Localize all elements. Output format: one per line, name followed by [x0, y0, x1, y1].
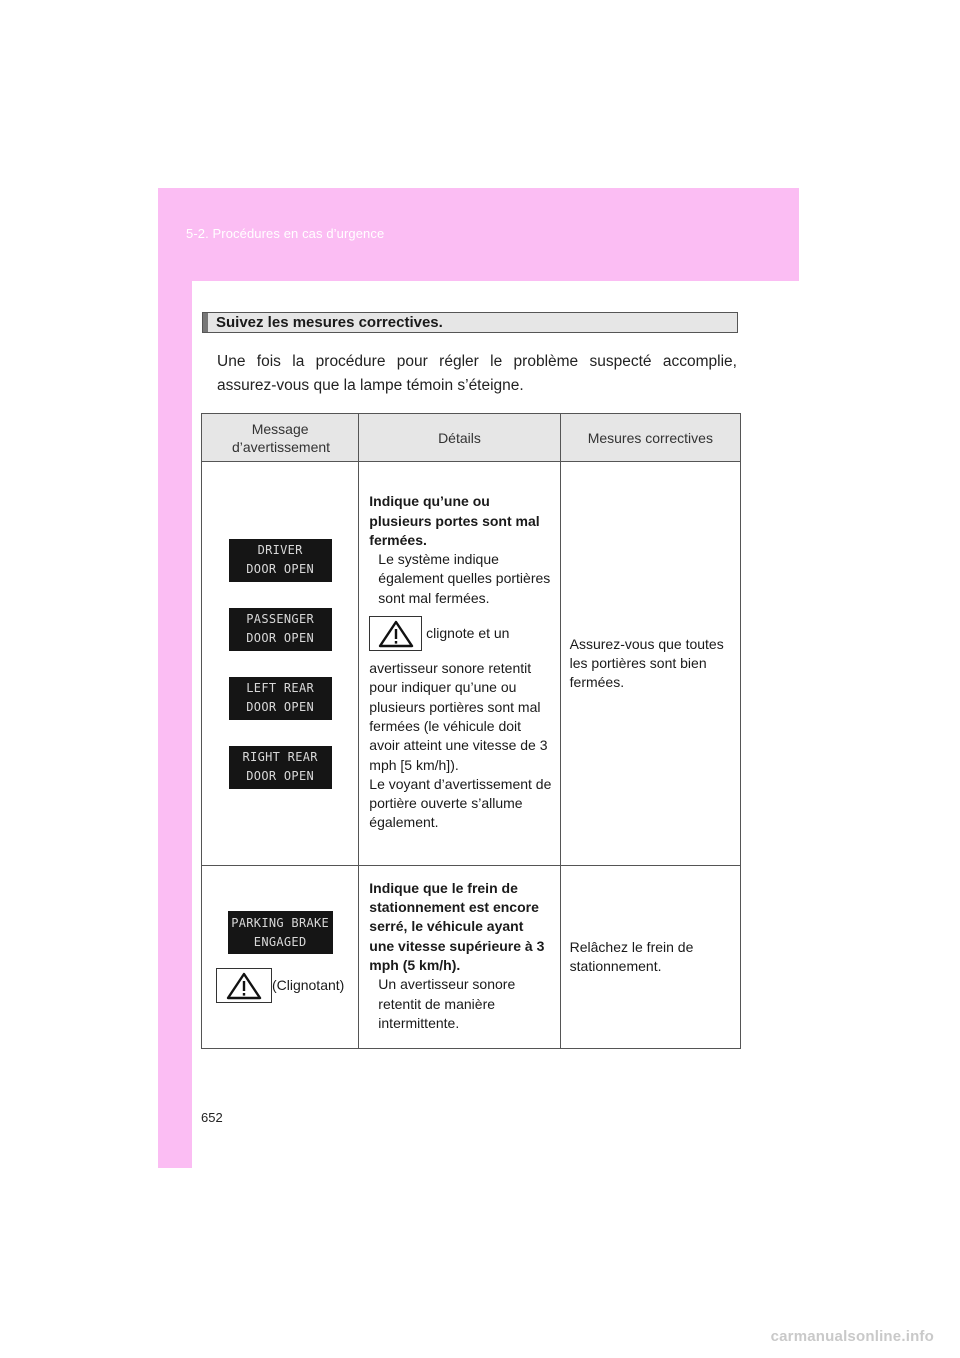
details-text: avertisseur sonore retentit pour indiquer qu’une ou plusieurs portières sont mal fermées (le véhicule doit avoir atteint une vitesse de 3 mph [5 km/h]). — [369, 660, 548, 773]
table-row — [202, 462, 741, 866]
corrective-cell: Assurez-vous que toutes les portières sont bien fermées. — [560, 462, 740, 866]
details-warning-line — [369, 616, 551, 651]
message-cell — [202, 462, 359, 866]
lcd-line: PASSENGER — [246, 612, 314, 626]
lcd-line: DRIVER — [257, 543, 303, 557]
corrective-cell: Relâchez le frein de stationnement. — [560, 866, 740, 1049]
warning-table — [201, 413, 741, 1049]
lcd-line: DOOR OPEN — [246, 631, 314, 645]
footer-watermark: carmanualsonline.info — [770, 1328, 934, 1345]
procedure-heading — [202, 312, 738, 333]
blink-label: (Clignotant) — [271, 976, 345, 993]
lcd-message-driver-door — [229, 539, 332, 582]
details-text: Le système indique également quelles portières sont mal fermées. — [378, 551, 551, 606]
lcd-line: RIGHT REAR — [242, 750, 318, 764]
details-cell — [359, 462, 560, 866]
column-header-details: Détails — [359, 414, 560, 462]
lcd-line: ENGAGED — [253, 934, 307, 949]
lcd-line: LEFT REAR — [246, 681, 314, 695]
lcd-message-right-rear-door — [229, 746, 332, 789]
table-header-row — [202, 414, 741, 462]
page-number: 652 — [201, 1110, 223, 1125]
lcd-line: PARKING BRAKE — [231, 915, 330, 930]
lcd-message-left-rear-door — [229, 677, 332, 720]
lcd-line: DOOR OPEN — [246, 769, 314, 783]
column-header-corrective: Mesures correctives — [560, 414, 740, 462]
details-summary: Indique que le frein de stationnement est encore serré, le véhicule ayant une vitesse supérieure à 3 mph (5 km/h). — [369, 879, 545, 973]
intro-paragraph: Une fois la procédure pour régler le problème suspecté accomplie, assurez-vous que la lampe témoin s’éteigne. — [217, 353, 737, 394]
lcd-message-passenger-door — [229, 608, 332, 651]
details-summary: Indique qu’une ou plusieurs portes sont mal fermées. — [369, 493, 540, 548]
lcd-line: DOOR OPEN — [246, 700, 314, 714]
details-icon-text: clignote et un — [426, 624, 510, 641]
lcd-message-parking-brake — [228, 911, 333, 954]
section-title: 5-2. Procédures en cas d’urgence — [186, 226, 385, 241]
details-text: Le voyant d’avertissement de portière ouverte s’allume également. — [369, 775, 552, 831]
warning-triangle-icon — [216, 968, 272, 1003]
lcd-line: DOOR OPEN — [246, 562, 314, 576]
heading-marker — [203, 313, 208, 332]
heading-text: Suivez les mesures correctives. — [216, 314, 443, 331]
details-text: Un avertisseur sonore retentit de manière intermittente. — [378, 976, 516, 1031]
warning-triangle-icon — [369, 616, 422, 651]
column-header-message: Message d’avertissement — [202, 414, 359, 462]
message-cell — [202, 866, 359, 1049]
details-cell — [359, 866, 560, 1049]
table-row — [202, 866, 741, 1049]
side-color-strip — [158, 188, 192, 1168]
blink-indicator — [202, 968, 358, 1003]
